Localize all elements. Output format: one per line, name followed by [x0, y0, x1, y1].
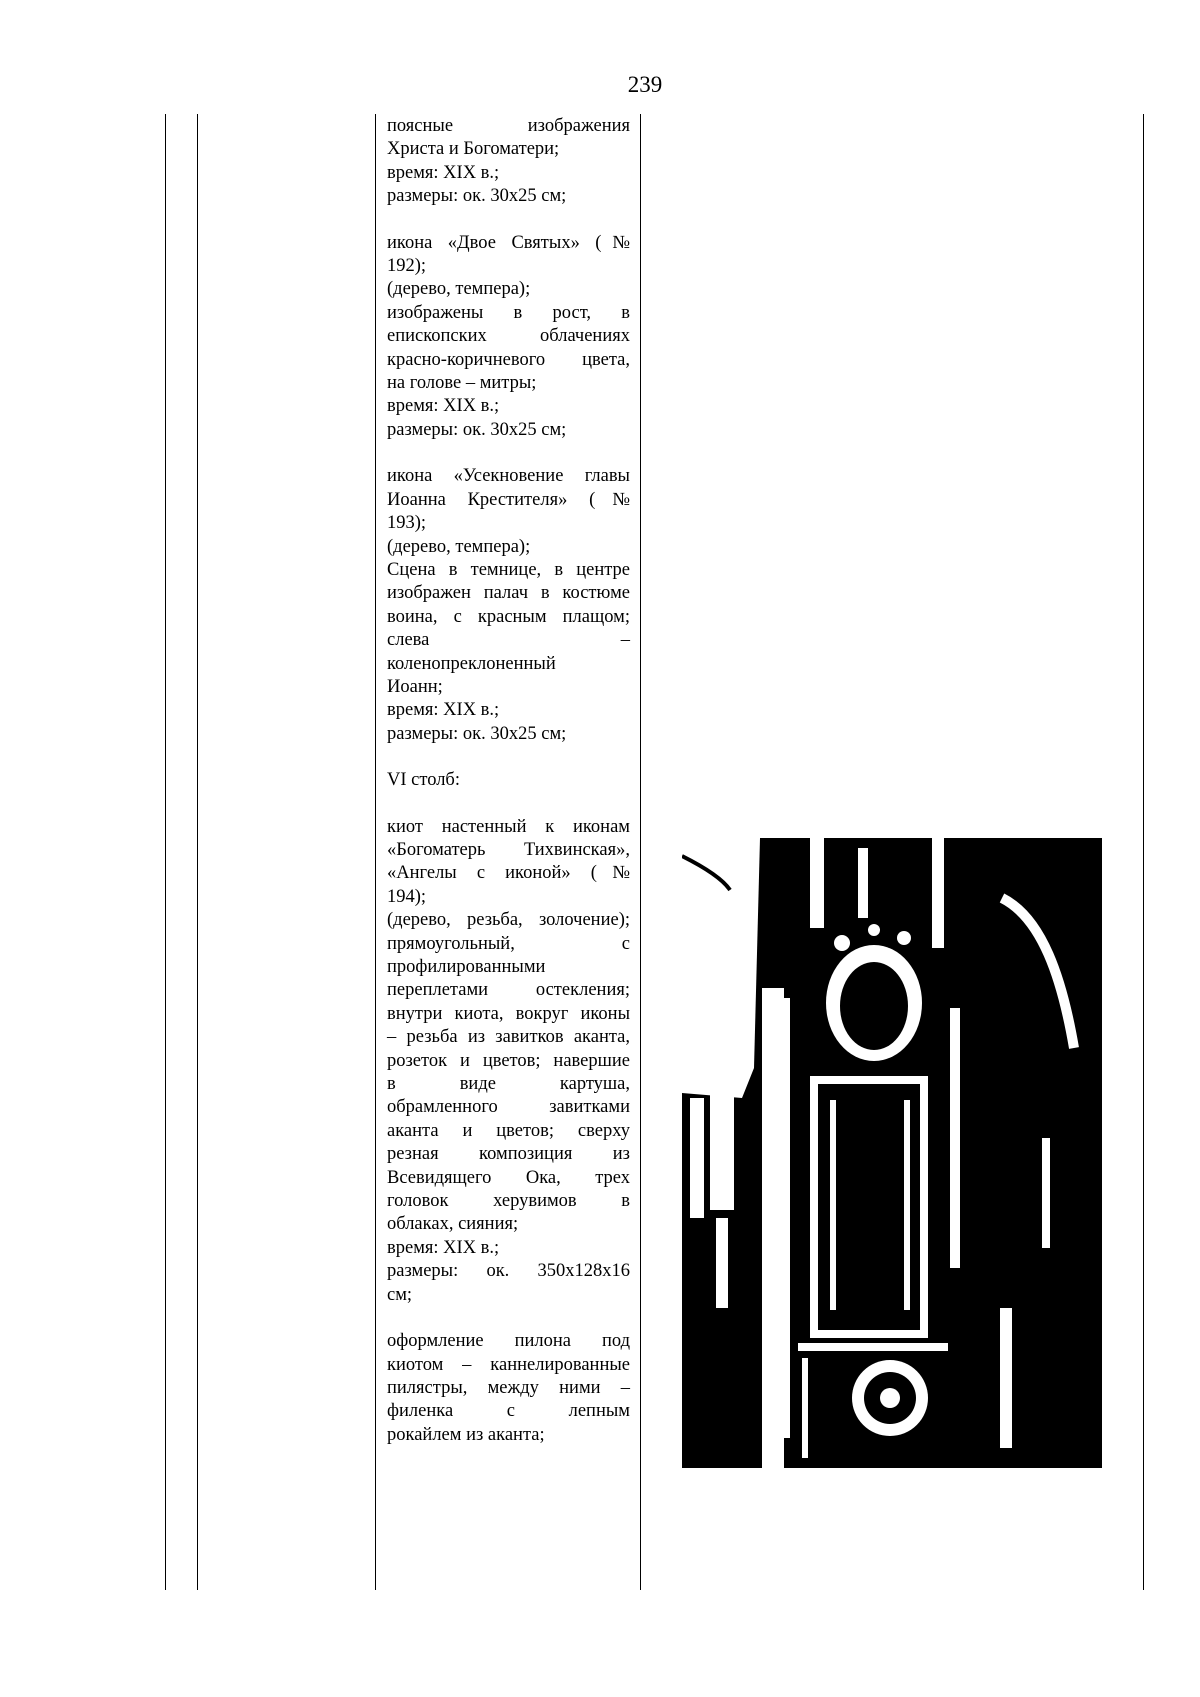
- entry-line: время: XIX в.;: [387, 162, 500, 183]
- table-border-5: [1143, 114, 1144, 1590]
- entry-line: время: XIX в.;: [387, 700, 500, 721]
- entry-line: коленопреклоненный: [387, 653, 556, 674]
- page-number: 239: [627, 72, 663, 97]
- description-column: [387, 115, 630, 1470]
- entry-line: пилястры, между ними –: [387, 1377, 630, 1398]
- entry-line: облаках, сияния;: [387, 1214, 519, 1235]
- entry-line: на голове – митры;: [387, 373, 537, 394]
- table-border-1: [165, 114, 166, 1590]
- entry-line: воина, с красным плащом;: [387, 606, 630, 627]
- entry-line: икона «Усекновение главы: [387, 466, 630, 487]
- entry-line: киотом – каннелированные: [387, 1354, 630, 1375]
- entry-line: Христа и Богоматери;: [387, 139, 560, 160]
- entry-block: [387, 1330, 630, 1447]
- entry-line: время: XIX в.;: [387, 396, 500, 417]
- entry-block: [387, 232, 630, 443]
- entry-line: VI столб:: [387, 770, 460, 791]
- entry-line: прямоугольный, с: [387, 933, 630, 954]
- table-border-2: [197, 114, 198, 1590]
- kiot-photo-image: [682, 838, 1102, 1468]
- entry-line: головок херувимов в: [387, 1191, 630, 1212]
- entry-line: (дерево, темпера);: [387, 536, 531, 557]
- entry-line: поясные изображения: [387, 116, 630, 136]
- entry-line: переплетами остекления;: [387, 980, 630, 1001]
- entry-line: 192);: [387, 256, 427, 277]
- entry-line: «Ангелы с иконой» (№: [387, 863, 630, 884]
- entry-line: Всевидящего Ока, трех: [387, 1167, 630, 1188]
- entry-line: аканта и цветов; сверху: [387, 1120, 630, 1141]
- entry-line: изображены в рост, в: [387, 302, 630, 323]
- entry-block: [387, 816, 630, 1308]
- entry-line: слева –: [387, 630, 630, 651]
- entry-line: розеток и цветов; навершие: [387, 1050, 630, 1071]
- entry-line: – резьба из завитков аканта,: [387, 1027, 630, 1048]
- entry-line: время: XIX в.;: [387, 1237, 500, 1258]
- entry-line: резная композиция из: [387, 1144, 630, 1165]
- table-border-3: [375, 114, 376, 1590]
- entry-line: размеры: ок. 30х25 см;: [387, 723, 567, 744]
- entry-line: обрамленного завитками: [387, 1097, 630, 1118]
- entry-block: [387, 465, 630, 746]
- entry-line: красно-коричневого цвета,: [387, 349, 630, 370]
- table-border-4: [640, 114, 641, 1590]
- entry-line: изображен палач в костюме: [387, 583, 630, 604]
- entry-line: профилированными: [387, 957, 546, 977]
- kiot-photo: [682, 838, 1102, 1468]
- entry-line: см;: [387, 1284, 413, 1305]
- entry-line: 193);: [387, 513, 427, 534]
- entry-line: размеры: ок. 350х128х16: [387, 1261, 630, 1282]
- entry-line: внутри киота, вокруг иконы: [387, 1003, 630, 1024]
- entry-line: икона «Двое Святых» (№: [387, 232, 630, 253]
- entry-line: рокайлем из аканта;: [387, 1424, 545, 1445]
- entry-line: 194);: [387, 886, 427, 907]
- entry-line: (дерево, резьба, золочение);: [387, 910, 630, 931]
- entry-block: [387, 769, 630, 792]
- entry-line: размеры: ок. 30х25 см;: [387, 186, 567, 207]
- entry-line: Иоанн;: [387, 676, 443, 697]
- entry-line: (дерево, темпера);: [387, 279, 531, 300]
- entry-block: [387, 115, 630, 209]
- entry-line: размеры: ок. 30х25 см;: [387, 419, 567, 440]
- entry-line: Иоанна Крестителя» (№: [387, 489, 630, 510]
- entry-line: епископских облачениях: [387, 326, 630, 347]
- entry-line: «Богоматерь Тихвинская»,: [387, 839, 630, 860]
- entry-line: Сцена в темнице, в центре: [387, 559, 630, 580]
- entry-line: оформление пилона под: [387, 1331, 630, 1352]
- entry-line: в виде картуша,: [387, 1074, 630, 1095]
- entry-line: филенка с лепным: [387, 1401, 630, 1422]
- entry-line: киот настенный к иконам: [387, 816, 630, 837]
